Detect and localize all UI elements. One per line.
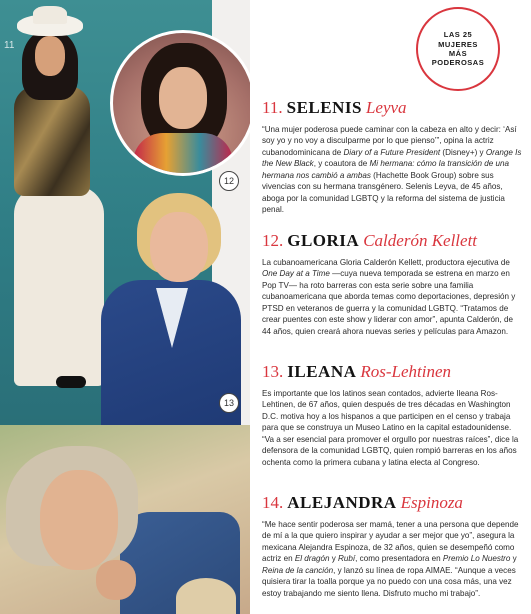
entry-first-name: ALEJANDRA: [287, 493, 397, 512]
body-text: “Me hace sentir poderosa ser mamá, tener a una persona que depende de mí a la que quiero inspirar y ayudar a ser mejor que yo”, asegura la mexicana Alejandra Espinoza, de 32 años, quien se desempeñó como actriz en: [262, 520, 519, 564]
entry-body: [262, 257, 524, 337]
body-title: Diary of a Future President: [343, 147, 441, 157]
entry-body: [262, 519, 524, 599]
entry-body: [262, 124, 524, 216]
top-25-emblem: [416, 7, 500, 91]
entry-first-name: GLORIA: [287, 231, 360, 250]
body-title: One Day at a Time: [262, 269, 330, 279]
entry-number: 13.: [262, 362, 284, 381]
body-text: (Disney+) y: [440, 147, 486, 157]
body-text: La cubanoamericana Gloria Calderón Kellett, productora ejecutiva de: [262, 258, 510, 267]
entry-last-name: Ros-Lehtinen: [360, 362, 452, 381]
photo-gloria-face: [150, 212, 208, 282]
body-text: Es importante que los latinos sean contados, advierte Ileana Ros-Lehtinen, de 67 años, quien después de tres décadas en Washington D.C. motiva hoy a los hispanos a que participen en el censo y trabaja para que se construya un Museo Latino en la capital estadounidense. “Va a ser esencial para promover el orgullo por nuestras raíces”, dice la defensora de la comunidad LGBTQ, quien rompió barreras en los años ochenta como la primera cubana y latina electa al Congreso.: [262, 389, 519, 467]
body-title: Rubí: [338, 554, 356, 564]
entry-ileana-ros-lehtinen: [262, 362, 524, 468]
body-text: y: [510, 554, 517, 564]
entry-alejandra-espinoza: [262, 493, 524, 599]
photo-circle-face: [159, 67, 207, 129]
photo-number-label: 11: [4, 40, 15, 51]
body-text: , y lanzó su línea de ropa AIMAE. “Aunque a veces quisiera tirar la toalla porque ya no puedo con una cosa más, una vez estoy trabajando me siento llena. Disfruto mucho mi trabajo”.: [262, 565, 516, 598]
entry-number: 12.: [262, 231, 284, 250]
body-title: Premio Lo Nuestro: [442, 554, 511, 564]
body-title: Reina de la canción: [262, 565, 334, 575]
photo-selenis-jacket: [14, 86, 90, 196]
body-text: (Hachette Book Group) sobre sus vivencias con su hermana transgénero. Selenis Leyva, de 45 años, aboga por la comunidad LGBTQ y la reforma del sistema de justicia penal.: [262, 170, 505, 215]
entry-first-name: SELENIS: [286, 98, 362, 117]
article-text-column: [262, 0, 524, 614]
entry-first-name: ILEANA: [287, 362, 357, 381]
photo-alejandra-face: [40, 470, 118, 570]
body-title: Orange Is the New Black: [262, 147, 522, 169]
photo-selenis-shoe: [56, 376, 86, 388]
emblem-line: PODEROSAS: [431, 58, 485, 68]
body-title: Mi hermana: cómo la transición de una hermana nos cambió a ambas: [262, 159, 509, 180]
photo-number-badge: 12: [219, 171, 239, 191]
entry-heading: [262, 493, 524, 513]
body-text: “Una mujer poderosa puede caminar con la cabeza en alto y decir: ‘Así soy yo y no voy a disculparme por lo que pienso’”, opina la actriz cubanodominicana de: [262, 125, 517, 157]
photo-second-person-hair: [176, 578, 236, 614]
photo-selenis-pants: [14, 186, 104, 386]
photo-number-badge: 13: [219, 393, 239, 413]
body-text: —cuya nueva temporada se estrena en marzo en Pop TV— ha roto barreras con esta serie sobre una familia cubanoamericana que aborda temas como deportaciones, depresión y PTSD en veteranos de guerra y la comunidad LGBTQ. “Tratamos de crear puentes con este show y liderar con amor”, apunta Calderón, de 44 años, quien creará ahora nuevas series y películas para Amazon.: [262, 269, 516, 336]
entry-number: 14.: [262, 493, 284, 512]
emblem-line: MÁS: [448, 49, 468, 58]
entry-last-name: Leyva: [365, 98, 407, 117]
entry-heading: [262, 231, 524, 251]
entry-gloria-calderon-kellett: [262, 231, 524, 337]
entry-body: [262, 388, 524, 468]
entry-selenis-leyva: [262, 98, 524, 216]
entry-last-name: Espinoza: [400, 493, 463, 512]
photo-circle-portrait: [110, 30, 250, 176]
emblem-line: MUJERES: [438, 39, 478, 49]
photo-selenis-hat-crown: [33, 6, 67, 24]
photo-selenis-face: [35, 36, 65, 76]
body-title: El dragón: [294, 554, 330, 564]
body-text: y: [329, 554, 339, 564]
photo-collage: [0, 0, 250, 614]
body-text: , como presentadora en: [355, 554, 443, 564]
entry-heading: [262, 362, 524, 382]
entry-heading: [262, 98, 524, 118]
body-text: , y coautora de: [313, 159, 370, 169]
emblem-line: LAS 25: [443, 30, 473, 40]
entry-number: 11.: [262, 98, 283, 117]
photo-alejandra-hand: [96, 560, 136, 600]
photo-circle-top: [133, 133, 233, 176]
entry-last-name: Calderón Kellett: [363, 231, 478, 250]
